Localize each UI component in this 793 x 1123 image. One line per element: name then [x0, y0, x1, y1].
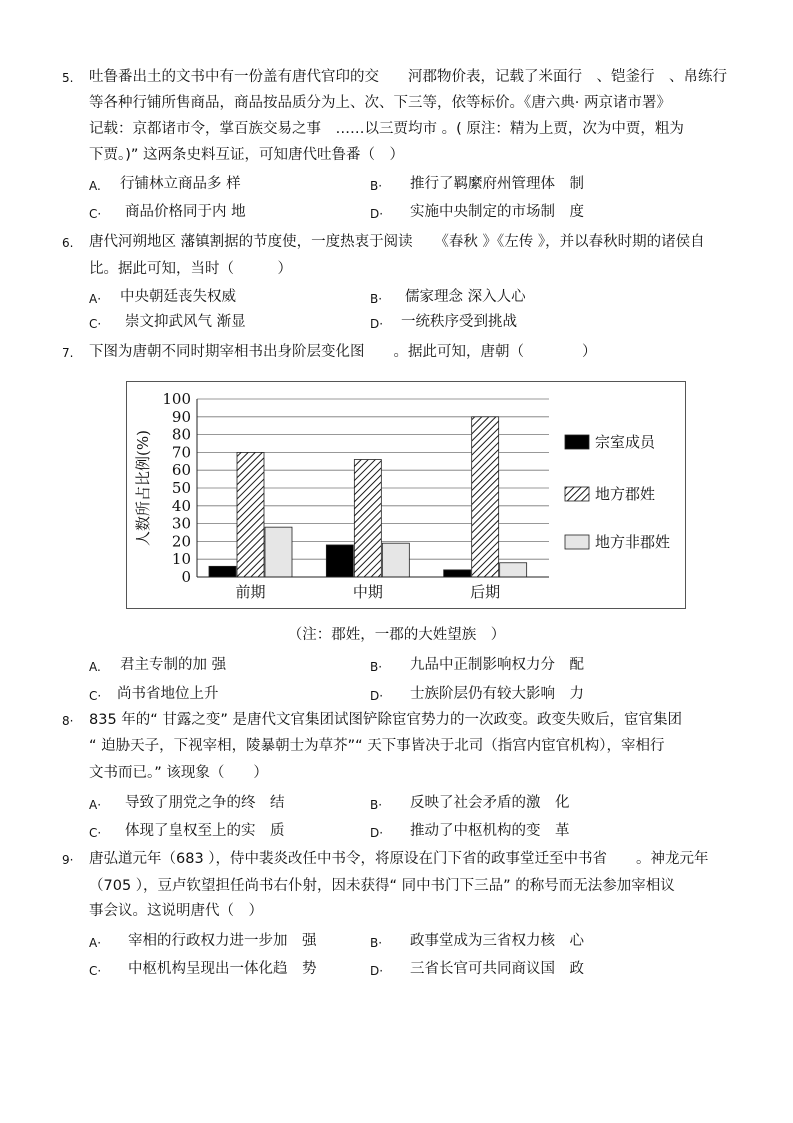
option-text: 反映了社会矛盾的激 化 [410, 795, 570, 811]
option-text: 中枢机构呈现出一体化趋 势 [128, 961, 317, 977]
option-letter: A. [89, 179, 101, 193]
x-tick-label: 后期 [470, 583, 501, 601]
bar-3-1 [265, 527, 292, 577]
option-letter: C· [89, 689, 102, 703]
option-letter: C· [89, 317, 102, 331]
y-tick-label: 70 [171, 443, 191, 462]
option-letter: C· [89, 826, 102, 840]
option-letter: B· [370, 179, 383, 193]
option-letter: D· [370, 964, 384, 978]
question-text-line: “ 迫胁天子，下视宰相，陵暴朝士为草芥”“ 天下事皆决于北司（指宫内宦官机构），宰相行 [89, 738, 665, 754]
option-letter: C· [89, 207, 102, 221]
option-text: 行铺林立商品多 样 [120, 176, 241, 192]
option-letter: D· [370, 207, 384, 221]
bar-2-3 [472, 417, 499, 577]
bar-1-3 [444, 570, 471, 577]
option-text: 士族阶层仍有较大影响 力 [410, 686, 584, 702]
y-tick-label: 90 [171, 407, 191, 426]
legend-swatch [565, 487, 589, 501]
y-tick-label: 10 [171, 550, 191, 569]
y-tick-label: 30 [171, 514, 191, 533]
question-text-line: （705 ），豆卢钦望担任尚书右仆射，因未获得“ 同中书门下三品” 的称号而无法参加宰相议 [89, 878, 675, 894]
option-letter: A· [89, 936, 102, 950]
question-number: 9· [62, 853, 74, 867]
option-text: 三省长官可共同商议国 政 [410, 961, 584, 977]
option-letter: A· [89, 798, 102, 812]
question-text-line: 下贾。)” 这两条史料互证，可知唐代吐鲁番（ ） [89, 147, 405, 163]
question-text-line: 事会议。这说明唐代（ ） [89, 903, 263, 919]
option-text: 商品价格同于内 地 [125, 204, 246, 220]
legend-swatch [565, 535, 589, 549]
question-text-line: 文书而已。” 该现象（ ） [89, 765, 268, 781]
bar-2-2 [354, 460, 381, 577]
x-tick-label: 前期 [235, 583, 266, 601]
bar-2-1 [237, 452, 264, 577]
option-text: 体现了皇权至上的实 质 [125, 823, 285, 839]
legend-label: 宗室成员 [595, 433, 656, 451]
option-letter: C· [89, 964, 102, 978]
option-letter: B· [370, 660, 383, 674]
y-tick-label: 20 [171, 532, 191, 551]
option-letter: A. [89, 660, 101, 674]
option-text: 儒家理念 深入人心 [405, 289, 526, 305]
legend-label: 地方郡姓 [595, 485, 656, 503]
chart-note: （注：郡姓，一郡的大姓望族 ） [287, 627, 506, 643]
chart-legend [565, 433, 670, 551]
question-number: 8· [62, 714, 74, 728]
y-axis-label: 人数所占比例(%) [134, 430, 152, 546]
option-text: 推行了羁縻府州管理体 制 [410, 176, 584, 192]
option-text: 推动了中枢机构的变 革 [410, 823, 570, 839]
option-letter: D· [370, 689, 384, 703]
option-letter: B· [370, 798, 383, 812]
question-number: 7. [62, 346, 74, 360]
bar-1-1 [209, 566, 236, 577]
chart-svg [127, 382, 685, 608]
question-text-line: 835 年的“ 甘露之变” 是唐代文官集团试图铲除宦官势力的一次政变。政变失败后，宦官集团 [89, 712, 683, 728]
bars-layer [209, 417, 527, 577]
question-text-line: 下图为唐朝不同时期宰相书出身阶层变化图 。据此可知，唐朝（ ） [89, 344, 597, 360]
y-tick-label: 0 [181, 568, 191, 586]
option-text: 导致了朋党之争的终 结 [125, 795, 285, 811]
option-text: 君主专制的加 强 [120, 657, 227, 673]
option-text: 尚书省地位上升 [117, 686, 219, 702]
question-text-line: 唐代河朔地区 藩镇割据的节度使，一度热衷于阅读 《春秋 》《左传 》，并以春秋时期的诸侯自 [89, 234, 705, 250]
option-letter: A· [89, 292, 102, 306]
bar-3-2 [382, 543, 409, 577]
question-text-line: 吐鲁番出土的文书中有一份盖有唐代官印的交 河郡物价表，记载了米面行 、铠釜行 、帛练行 [89, 69, 727, 85]
bar-3-3 [500, 563, 527, 577]
question-number: 6. [62, 236, 74, 250]
y-tick-label: 60 [171, 461, 191, 480]
option-text: 实施中央制定的市场制 度 [410, 204, 584, 220]
question-text-line: 等各种行铺所售商品，商品按品质分为上、次、下三等，依等标价。《唐六典· 两京诸市署》 [89, 95, 671, 111]
y-tick-label: 100 [162, 390, 191, 408]
option-text: 中央朝廷丧失权威 [120, 289, 236, 305]
option-letter: D· [370, 826, 384, 840]
option-letter: D· [370, 317, 384, 331]
bar-chart [126, 381, 686, 609]
bar-1-2 [326, 545, 353, 577]
y-tick-label: 80 [171, 425, 191, 444]
option-letter: B· [370, 936, 383, 950]
question-text-line: 记载：京都诸市令，掌百族交易之事 ……以三贾均市 。( 原注：精为上贾，次为中贾，粗为 [89, 121, 684, 137]
question-text-line: 唐弘道元年（683 ），侍中裴炎改任中书令，将原设在门下省的政事堂迁至中书省 。神龙元年 [89, 851, 709, 867]
option-text: 宰相的行政权力进一步加 强 [128, 933, 317, 949]
option-text: 崇文抑武风气 渐显 [125, 314, 246, 330]
question-number: 5. [62, 71, 74, 85]
option-text: 政事堂成为三省权力核 心 [410, 933, 584, 949]
x-tick-label: 中期 [352, 583, 383, 601]
option-text: 一统秩序受到挑战 [401, 314, 517, 330]
y-tick-label: 50 [171, 479, 191, 497]
legend-label: 地方非郡姓 [595, 533, 671, 551]
option-text: 九品中正制影响权力分 配 [410, 657, 584, 673]
y-tick-label: 40 [171, 496, 191, 515]
question-text-line: 比。据此可知，当时（ ） [89, 261, 292, 277]
legend-swatch [565, 435, 589, 449]
option-letter: B· [370, 292, 383, 306]
